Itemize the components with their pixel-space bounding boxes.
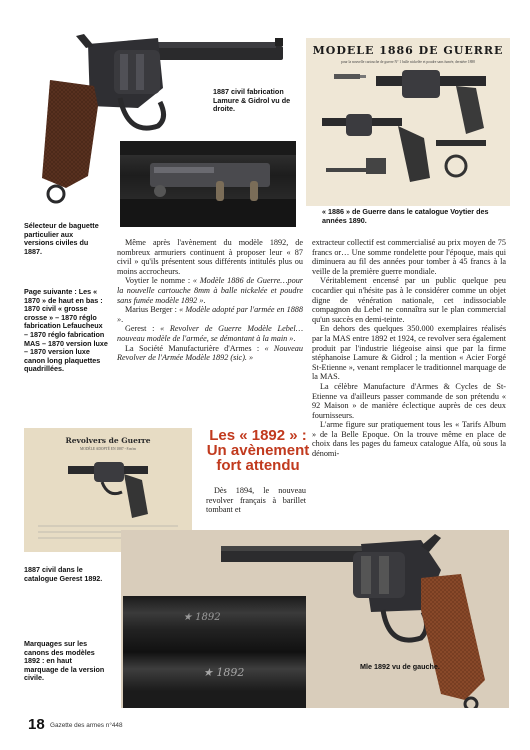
body-column-left bbox=[117, 238, 303, 363]
caption-civil-1887: 1887 civil fabrication Lamure & Gidrol vu de droite. bbox=[213, 87, 291, 114]
page-number: 18 bbox=[28, 716, 45, 733]
paragraph: Dès 1894, le nouveau revolver français à barillet tombant et bbox=[206, 486, 306, 515]
barrel-markings-photo bbox=[123, 596, 306, 708]
catalogue-title: MODELE 1886 DE GUERRE bbox=[312, 44, 504, 57]
paragraph bbox=[117, 344, 303, 363]
caption-catalogue-voytier: « 1886 » de Guerre dans le catalogue Voytier des années 1890. bbox=[322, 207, 489, 225]
voytier-label: Voytier le nomme : bbox=[125, 276, 193, 286]
caption-civil-gerest: 1887 civil dans le catalogue Gerest 1892. bbox=[24, 565, 103, 583]
paragraph: L'arme figure sur pratiquement tous les « Tarifs Album » de la Belle Epoque. On la trouve même en place de choix dans les pages du fameux catalogue Alfa, où sous la dénomi- bbox=[312, 420, 506, 459]
body-column-mid bbox=[206, 486, 306, 515]
publication-name: Gazette des armes n°448 bbox=[50, 722, 123, 729]
caption-selector: Sélecteur de baguette particulier aux versions civiles du 1887. bbox=[24, 221, 99, 256]
sma-label: La Société Manufacturière d'Armes : bbox=[125, 343, 265, 353]
gerest-label: Gerest : bbox=[125, 324, 161, 334]
caption-marquages: Marquages sur les canons des modèles 1892 : en haut marquage de la version civile. bbox=[24, 639, 105, 683]
catalogue-subtitle: pour la nouvelle cartouche de guerre N° 1 balle nickelée et poudre sans fumée, dernière 1888 bbox=[341, 60, 475, 64]
voytier-quote: « Modèle 1886 de Guerre…pour la nouvelle cartouche 8mm à balle nickelée et poudre sans fumée modèle 1892 » bbox=[117, 276, 303, 305]
section-heading: Les « 1892 » : Un avènement fort attendu bbox=[206, 427, 310, 474]
berger-quote: « Modèle adopté par l'armée en 1888 » bbox=[117, 305, 303, 324]
selector-closeup-photo bbox=[117, 138, 299, 230]
sma-quote: « Nouveau Revolver de l'Armée Modèle 1892 (sic). » bbox=[117, 343, 303, 363]
catalogue-2-subtitle: MODÈLE ADOPTÉ EN 1887 - 8 m/m bbox=[80, 447, 136, 451]
paragraph: En dehors des quelques 350.000 exemplaires réalisés par la MAS entre 1892 et 1924, ce revolver sera également produit par l'industrie liégeoise ainsi que par la firme stéphanoise Lamure & Gidrol ; la mention « Acier Forgé St-Etienne », venant remplacer le traditionnel marquage de la MAS. bbox=[312, 324, 506, 382]
gerest-quote: « Revolver de Guerre Modèle Lebel… nouveau modèle de l'armée, se démontant à la main » bbox=[117, 324, 303, 343]
page-footer bbox=[28, 716, 502, 736]
catalogue-voytier-image bbox=[306, 38, 510, 206]
barrel-mark-civil: ★ 1892 bbox=[183, 612, 221, 623]
paragraph: Véritablement encensé par un public quelque peu cocardier qui n'hésite pas à le considérer comme un objet digne de vénération nationale, cet indissociable compagnon du Lebel ne connaîtra sur le plan commercial qu'un succès en demi-teinte. bbox=[312, 276, 506, 324]
paragraph: Voytier le nomme : « Modèle 1886 de Guerre…pour la nouvelle cartouche 8mm à balle nickelée et poudre sans fumée modèle 1892 ». bbox=[117, 276, 303, 305]
caption-mle-1892: Mle 1892 vu de gauche. bbox=[360, 662, 440, 671]
paragraph: Gerest : « Revolver de Guerre Modèle Lebel… nouveau modèle de l'armée, se démontant à la main ». bbox=[117, 324, 303, 343]
catalogue-2-title: Revolvers de Guerre bbox=[65, 436, 151, 445]
paragraph: extracteur collectif est commercialisé au prix moyen de 75 francs or… Une somme rondelette pour l'époque, mais qui diminuera au fil des années pour tomber à 45 francs à la veille de la première guerre mondiale. bbox=[312, 238, 506, 276]
paragraph: Même après l'avènement du modèle 1892, de nombreux armuriers continuent à proposer leur « 87 civil » qu'ils présentent sous différents intitulés plus ou moins accrocheurs. bbox=[117, 238, 303, 276]
barrel-mark-military: ★ 1892 bbox=[203, 666, 245, 679]
paragraph: Marius Berger : « Modèle adopté par l'armée en 1888 ». bbox=[117, 305, 303, 324]
caption-page-suivante: Page suivante : Les « 1870 » de haut en bas : 1870 civil « grosse crosse » – 1870 réglo fabrication Lefaucheux – 1870 réglo fabrication MAS – 1870 version luxe – 1870 version luxe canon long plaquettes quadrillées. bbox=[24, 287, 108, 374]
paragraph: La célèbre Manufacture d'Armes & Cycles de St-Etienne va d'ailleurs passer commande de son prétendu « 92 Maison » de manière éclectique auprès de ces deux fournisseurs. bbox=[312, 381, 506, 420]
berger-label: Marius Berger : bbox=[125, 305, 180, 315]
body-column-right bbox=[312, 238, 506, 459]
